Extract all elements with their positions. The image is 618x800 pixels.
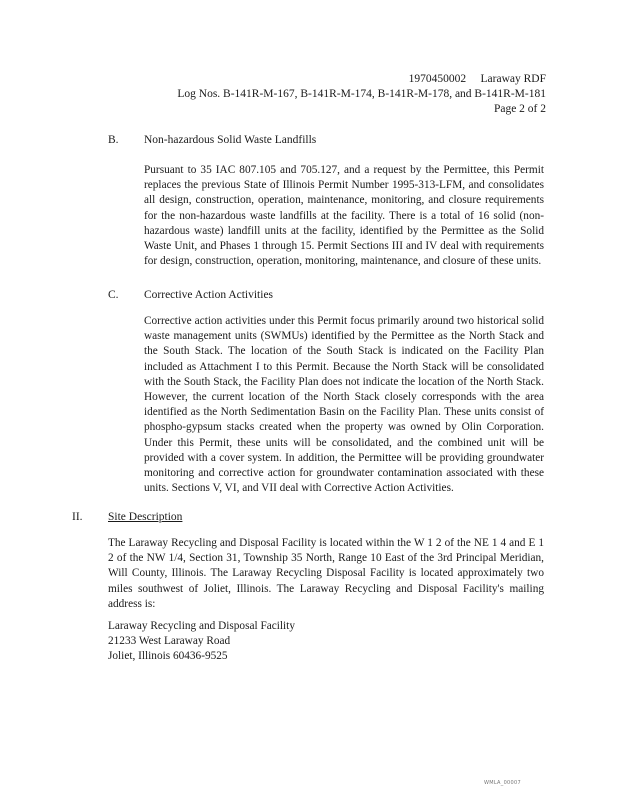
address-line-city: Joliet, Illinois 60436-9525 xyxy=(108,650,228,663)
section-ii-title: Site Description xyxy=(108,511,183,523)
mailing-address xyxy=(108,619,544,665)
section-ii-paragraph: The Laraway Recycling and Disposal Facility is located within the W 1 2 of the NE 1 4 and E 1 2 of the NW 1/4, Section 31, Township 35 North, Range 10 East of the 3rd Principal Meridian, Will County, Illinois. The Laraway Recycling Disposal Facility is located approximately two miles southwest of Joliet, Illinois. The Laraway Recycling and Disposal Facility's mailing address is: xyxy=(108,537,544,610)
section-b-heading xyxy=(108,133,316,148)
log-numbers-line: Log Nos. B-141R-M-167, B-141R-M-174, B-141R-M-178, and B-141R-M-181 xyxy=(177,88,546,100)
section-b-title: Non-hazardous Solid Waste Landfills xyxy=(144,134,317,146)
section-ii-heading xyxy=(72,510,182,525)
section-ii-marker: II. xyxy=(72,511,83,523)
section-c-paragraph: Corrective action activities under this Permit focus primarily around two historical solid waste management units (SWMUs) identified by the Permittee as the North Stack and the South Stack. The location of the South Stack is indicated on the Facility Plan included as Attachment I to this Permit. Because the North Stack will be consolidated with the South Stack, the Facility Plan does not indicate the location of the North Stack. However, the current location of the North Stack closely corresponds with the area identified as the North Sedimentation Basin on the Facility Plan. These units consist of phospho-gypsum stacks created when the property was owned by Olin Corporation. Under this Permit, these units will be consolidated, and the combined unit will be provided with a cover system. In addition, the Permittee will be providing groundwater monitoring and corrective action for groundwater contamination associated with these units. Sections V, VI, and VII deal with Corrective Action Activities. xyxy=(144,315,544,495)
address-line-name: Laraway Recycling and Disposal Facility xyxy=(108,620,295,632)
section-c-heading xyxy=(108,288,273,303)
permit-number-line: 1970450002 Laraway RDF xyxy=(408,73,546,85)
page-header xyxy=(177,72,546,117)
section-c-marker: C. xyxy=(108,289,119,301)
bates-stamp: WMLA_00007 xyxy=(484,780,521,786)
section-c-title: Corrective Action Activities xyxy=(144,289,274,301)
section-b-marker: B. xyxy=(108,134,119,146)
page-number-line: Page 2 of 2 xyxy=(493,103,546,115)
section-b-paragraph: Pursuant to 35 IAC 807.105 and 705.127, and a request by the Permittee, this Permit replaces the previous State of Illinois Permit Number 1995-313-LFM, and consolidates all design, construction, operation, maintenance, monitoring, and closure requirements for the non-hazardous waste landfills at the facility. There is a total of 16 solid (non-hazardous waste) landfill units at the facility, identified by the Permittee as the Solid Waste Unit, and Phases 1 through 15. Permit Sections III and IV deal with requirements for design, construction, operation, monitoring, maintenance, and closure of these units. xyxy=(144,164,544,268)
address-line-street: 21233 West Laraway Road xyxy=(108,635,231,648)
